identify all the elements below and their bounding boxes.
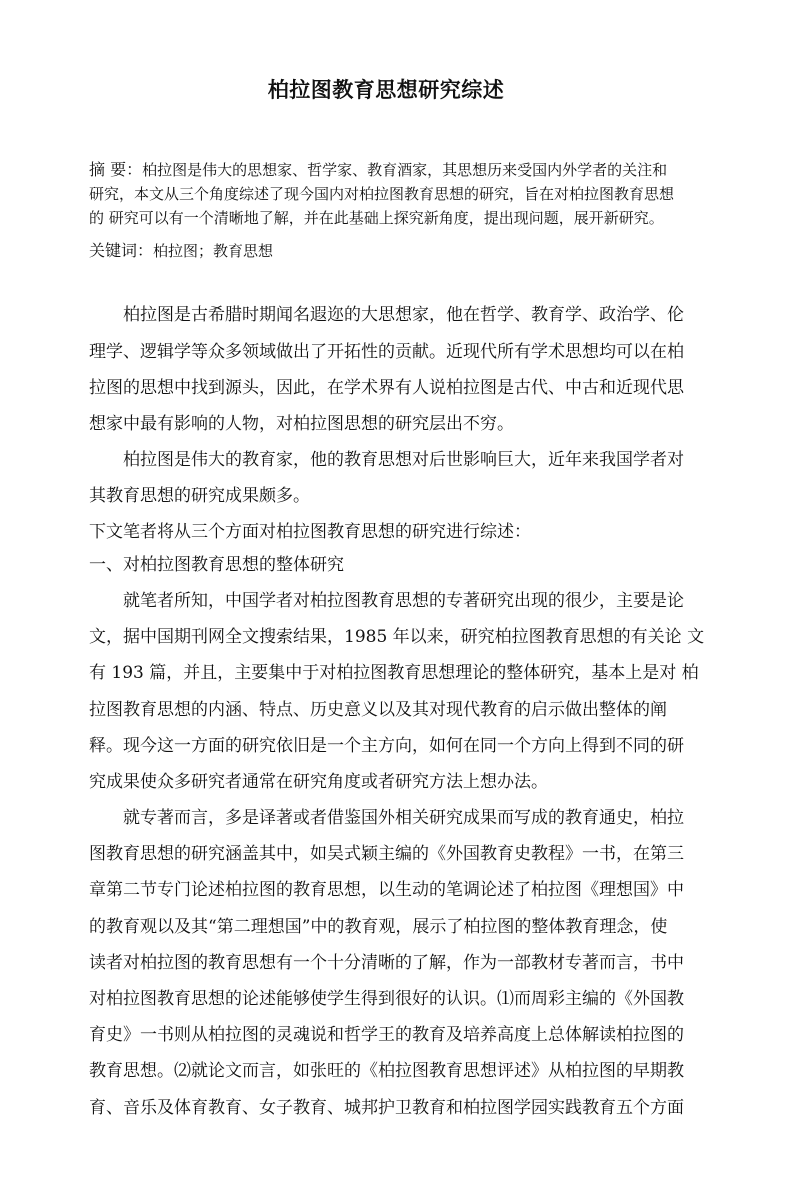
abstract (89, 158, 729, 230)
body-line: 章第二节专门论述柏拉图的教育思想，以生动的笔调论述了柏拉图《理想国》中 (89, 880, 684, 900)
body-line: 育史》一书则从柏拉图的灵魂说和哲学王的教育及培养高度上总体解读柏拉图的 (89, 1025, 684, 1045)
body-line: 理学、逻辑学等众多领域做出了开拓性的贡献。近现代所有学术思想均可以在柏 (89, 342, 684, 362)
body-line: 拉图的思想中找到源头，因此，在学术界有人说柏拉图是古代、中古和近现代思 (89, 378, 684, 398)
keywords (89, 239, 729, 263)
body-line: 想家中最有影响的人物，对柏拉图思想的研究层出不穷。 (89, 414, 514, 434)
body-line: 其教育思想的研究成果颇多。 (89, 486, 310, 506)
body-line: 柏拉图是古希腊时期闻名遐迩的大思想家，他在哲学、教育学、政治学、伦 (123, 305, 684, 325)
body-line: 就专著而言，多是译著或者借鉴国外相关研究成果而写成的教育通史，柏拉 (123, 808, 684, 828)
body-line: 图教育思想的研究涵盖其中，如吴式颖主编的《外国教育史教程》一书，在第三 (89, 844, 684, 864)
body-line: 文，据中国期刊网全文搜索结果，1985 年以来，研究柏拉图教育思想的有关论 文 (89, 627, 705, 647)
document-title: 柏拉图教育思想研究综述 (267, 78, 505, 102)
body-line: 释。现今这一方面的研究依旧是一个主方向，如何在同一个方向上得到不同的研 (89, 736, 684, 756)
body-line: 拉图教育思想的内涵、特点、历史意义以及其对现代教育的启示做出整体的阐 (89, 700, 667, 720)
abstract-text-1: 柏拉图是伟大的思想家、哲学家、教育酒家，其思想历来受国内外学者的关注和 (142, 161, 668, 179)
body-line: 柏拉图是伟大的教育家，他的教育思想对后世影响巨大，近年来我国学者对 (123, 450, 684, 470)
abstract-line-3: 的 研究可以有一个清晰地了解，并在此基础上探究新角度，提出现问题，展开新研究。 (89, 209, 664, 227)
body-line: 的教育观以及其“第二理想国”中的教育观，展示了柏拉图的整体教育理念，使 (89, 917, 668, 937)
body-line: 教育思想。⑵就论文而言，如张旺的《柏拉图教育思想评述》从柏拉图的早期教 (89, 1061, 684, 1081)
body-line: 究成果使众多研究者通常在研究角度或者研究方法上想办法。 (89, 772, 548, 792)
body-line: 对柏拉图教育思想的论述能够使学生得到很好的认识。⑴而周彩主编的《外国教 (89, 989, 684, 1009)
keywords-label: 关键词： (89, 241, 154, 260)
body-line: 有 193 篇，并且，主要集中于对柏拉图教育思想理论的整体研究，基本上是对 柏 (89, 663, 699, 683)
body-line: 育、音乐及体育教育、女子教育、城邦护卫教育和柏拉图学园实践教育五个方面 (89, 1098, 684, 1118)
body-line: 下文笔者将从三个方面对柏拉图教育思想的研究进行综述： (89, 522, 531, 542)
abstract-label: 摘 要： (89, 160, 143, 179)
keywords-text: 柏拉图；教育思想 (153, 242, 274, 260)
body-line: 就笔者所知，中国学者对柏拉图教育思想的专著研究出现的很少，主要是论 (123, 591, 684, 611)
abstract-line-2: 研究，本文从三个角度综述了现今国内对柏拉图教育思想的研究，旨在对柏拉图教育思想 (89, 185, 675, 203)
abstract-line-1 (89, 158, 729, 182)
section-heading: 一、对柏拉图教育思想的整体研究 (89, 555, 344, 575)
body-line: 读者对柏拉图的教育思想有一个十分清晰的了解，作为一部教材专著而言，书中 (89, 953, 684, 973)
